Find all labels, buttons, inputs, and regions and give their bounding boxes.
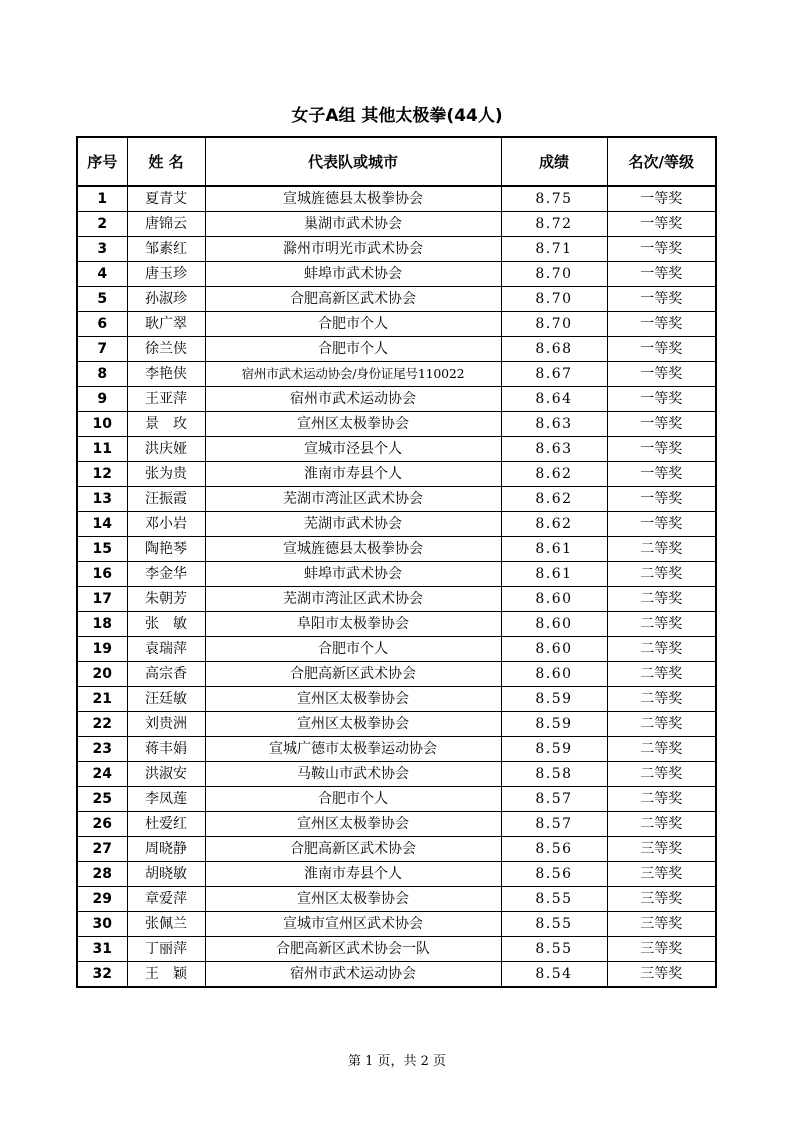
cell-score: 8.61 xyxy=(501,537,607,562)
cell-rank: 一等奖 xyxy=(607,437,716,462)
cell-name: 李艳侠 xyxy=(127,362,205,387)
cell-rank: 一等奖 xyxy=(607,337,716,362)
header-name: 姓 名 xyxy=(127,137,205,186)
cell-score: 8.70 xyxy=(501,312,607,337)
cell-score: 8.59 xyxy=(501,737,607,762)
cell-rank: 二等奖 xyxy=(607,687,716,712)
cell-team: 马鞍山市武术协会 xyxy=(205,762,501,787)
table-row xyxy=(77,937,716,962)
cell-score: 8.63 xyxy=(501,412,607,437)
cell-seq: 14 xyxy=(77,512,127,537)
cell-team: 芜湖市湾沚区武术协会 xyxy=(205,587,501,612)
cell-name: 夏青艾 xyxy=(127,186,205,212)
cell-seq: 1 xyxy=(77,186,127,212)
cell-rank: 二等奖 xyxy=(607,787,716,812)
cell-score: 8.63 xyxy=(501,437,607,462)
cell-seq: 22 xyxy=(77,712,127,737)
table-row xyxy=(77,687,716,712)
cell-team: 蚌埠市武术协会 xyxy=(205,262,501,287)
cell-seq: 31 xyxy=(77,937,127,962)
cell-score: 8.64 xyxy=(501,387,607,412)
cell-rank: 一等奖 xyxy=(607,287,716,312)
cell-name: 丁丽萍 xyxy=(127,937,205,962)
table-body xyxy=(77,186,716,987)
header-seq: 序号 xyxy=(77,137,127,186)
cell-seq: 32 xyxy=(77,962,127,988)
cell-score: 8.55 xyxy=(501,937,607,962)
cell-name: 耿广翠 xyxy=(127,312,205,337)
cell-team: 宿州市武术运动协会/身份证尾号110022 xyxy=(205,362,501,387)
table-row xyxy=(77,262,716,287)
table-row xyxy=(77,762,716,787)
cell-name: 周晓静 xyxy=(127,837,205,862)
cell-team: 宣城市宣州区武术协会 xyxy=(205,912,501,937)
cell-name: 唐玉珍 xyxy=(127,262,205,287)
cell-team: 合肥高新区武术协会 xyxy=(205,662,501,687)
cell-seq: 18 xyxy=(77,612,127,637)
cell-rank: 一等奖 xyxy=(607,487,716,512)
cell-team: 芜湖市武术协会 xyxy=(205,512,501,537)
cell-team: 合肥市个人 xyxy=(205,637,501,662)
cell-team: 合肥高新区武术协会 xyxy=(205,837,501,862)
table-row xyxy=(77,462,716,487)
cell-team: 宣州区太极拳协会 xyxy=(205,887,501,912)
cell-rank: 二等奖 xyxy=(607,712,716,737)
cell-seq: 10 xyxy=(77,412,127,437)
cell-team: 宣州区太极拳协会 xyxy=(205,687,501,712)
cell-score: 8.70 xyxy=(501,262,607,287)
cell-team: 合肥高新区武术协会 xyxy=(205,287,501,312)
table-row xyxy=(77,437,716,462)
cell-score: 8.60 xyxy=(501,587,607,612)
table-row xyxy=(77,787,716,812)
cell-seq: 28 xyxy=(77,862,127,887)
table-row xyxy=(77,812,716,837)
cell-seq: 19 xyxy=(77,637,127,662)
cell-team: 淮南市寿县个人 xyxy=(205,862,501,887)
cell-rank: 一等奖 xyxy=(607,237,716,262)
cell-score: 8.72 xyxy=(501,212,607,237)
cell-score: 8.54 xyxy=(501,962,607,988)
cell-rank: 一等奖 xyxy=(607,462,716,487)
cell-rank: 三等奖 xyxy=(607,837,716,862)
cell-rank: 三等奖 xyxy=(607,887,716,912)
cell-name: 朱朝芳 xyxy=(127,587,205,612)
cell-seq: 15 xyxy=(77,537,127,562)
cell-rank: 二等奖 xyxy=(607,637,716,662)
cell-rank: 一等奖 xyxy=(607,362,716,387)
cell-rank: 三等奖 xyxy=(607,937,716,962)
table-row xyxy=(77,337,716,362)
table-row xyxy=(77,312,716,337)
cell-team: 淮南市寿县个人 xyxy=(205,462,501,487)
cell-name: 李凤莲 xyxy=(127,787,205,812)
cell-name: 张为贵 xyxy=(127,462,205,487)
table-row xyxy=(77,962,716,988)
cell-score: 8.61 xyxy=(501,562,607,587)
cell-name: 王亚萍 xyxy=(127,387,205,412)
cell-seq: 21 xyxy=(77,687,127,712)
cell-team: 合肥市个人 xyxy=(205,312,501,337)
header-row xyxy=(77,137,716,186)
cell-rank: 一等奖 xyxy=(607,412,716,437)
cell-score: 8.59 xyxy=(501,687,607,712)
table-row xyxy=(77,562,716,587)
cell-name: 张 敏 xyxy=(127,612,205,637)
cell-seq: 29 xyxy=(77,887,127,912)
cell-seq: 24 xyxy=(77,762,127,787)
cell-name: 洪淑安 xyxy=(127,762,205,787)
cell-score: 8.60 xyxy=(501,637,607,662)
table-row xyxy=(77,537,716,562)
cell-seq: 23 xyxy=(77,737,127,762)
cell-seq: 17 xyxy=(77,587,127,612)
cell-seq: 20 xyxy=(77,662,127,687)
cell-name: 邹素红 xyxy=(127,237,205,262)
cell-score: 8.56 xyxy=(501,837,607,862)
header-rank: 名次/等级 xyxy=(607,137,716,186)
cell-rank: 一等奖 xyxy=(607,512,716,537)
cell-score: 8.70 xyxy=(501,287,607,312)
cell-name: 胡晓敏 xyxy=(127,862,205,887)
cell-name: 杜爱红 xyxy=(127,812,205,837)
cell-rank: 三等奖 xyxy=(607,962,716,988)
cell-team: 巢湖市武术协会 xyxy=(205,212,501,237)
cell-name: 汪振霞 xyxy=(127,487,205,512)
cell-seq: 13 xyxy=(77,487,127,512)
cell-team: 宣城广德市太极拳运动协会 xyxy=(205,737,501,762)
cell-rank: 二等奖 xyxy=(607,537,716,562)
table-row xyxy=(77,737,716,762)
cell-rank: 二等奖 xyxy=(607,662,716,687)
cell-score: 8.62 xyxy=(501,487,607,512)
cell-score: 8.60 xyxy=(501,662,607,687)
cell-team: 宿州市武术运动协会 xyxy=(205,387,501,412)
cell-seq: 4 xyxy=(77,262,127,287)
cell-rank: 一等奖 xyxy=(607,387,716,412)
header-team: 代表队或城市 xyxy=(205,137,501,186)
table-row xyxy=(77,837,716,862)
table-row xyxy=(77,662,716,687)
cell-rank: 二等奖 xyxy=(607,812,716,837)
cell-team: 合肥市个人 xyxy=(205,337,501,362)
results-table xyxy=(76,136,717,988)
cell-seq: 25 xyxy=(77,787,127,812)
table-row xyxy=(77,712,716,737)
cell-score: 8.71 xyxy=(501,237,607,262)
cell-team: 芜湖市湾沚区武术协会 xyxy=(205,487,501,512)
cell-name: 洪庆娅 xyxy=(127,437,205,462)
table-row xyxy=(77,362,716,387)
cell-score: 8.55 xyxy=(501,912,607,937)
table-row xyxy=(77,587,716,612)
header-score: 成绩 xyxy=(501,137,607,186)
cell-name: 王 颖 xyxy=(127,962,205,988)
table-row xyxy=(77,612,716,637)
cell-seq: 11 xyxy=(77,437,127,462)
table-row xyxy=(77,487,716,512)
cell-seq: 3 xyxy=(77,237,127,262)
page-title: 女子A组 其他太极拳(44人) xyxy=(291,106,503,126)
cell-score: 8.58 xyxy=(501,762,607,787)
cell-name: 孙淑珍 xyxy=(127,287,205,312)
cell-score: 8.75 xyxy=(501,186,607,212)
cell-score: 8.57 xyxy=(501,812,607,837)
cell-rank: 一等奖 xyxy=(607,262,716,287)
cell-rank: 三等奖 xyxy=(607,912,716,937)
cell-score: 8.59 xyxy=(501,712,607,737)
table-row xyxy=(77,186,716,212)
cell-seq: 6 xyxy=(77,312,127,337)
cell-team: 宿州市武术运动协会 xyxy=(205,962,501,988)
cell-seq: 30 xyxy=(77,912,127,937)
cell-score: 8.55 xyxy=(501,887,607,912)
cell-team: 阜阳市太极拳协会 xyxy=(205,612,501,637)
cell-score: 8.62 xyxy=(501,462,607,487)
cell-name: 张佩兰 xyxy=(127,912,205,937)
cell-rank: 二等奖 xyxy=(607,612,716,637)
cell-team: 宣州区太极拳协会 xyxy=(205,412,501,437)
cell-name: 章爱萍 xyxy=(127,887,205,912)
table-row xyxy=(77,912,716,937)
cell-rank: 一等奖 xyxy=(607,312,716,337)
table-row xyxy=(77,887,716,912)
cell-seq: 5 xyxy=(77,287,127,312)
cell-seq: 16 xyxy=(77,562,127,587)
cell-score: 8.60 xyxy=(501,612,607,637)
cell-seq: 27 xyxy=(77,837,127,862)
cell-score: 8.56 xyxy=(501,862,607,887)
cell-team: 宣城旌德县太极拳协会 xyxy=(205,186,501,212)
cell-score: 8.62 xyxy=(501,512,607,537)
cell-team: 宣州区太极拳协会 xyxy=(205,812,501,837)
cell-team: 宣城市泾县个人 xyxy=(205,437,501,462)
cell-seq: 7 xyxy=(77,337,127,362)
table-row xyxy=(77,387,716,412)
cell-team: 宣州区太极拳协会 xyxy=(205,712,501,737)
cell-name: 汪廷敏 xyxy=(127,687,205,712)
table-row xyxy=(77,512,716,537)
cell-name: 徐兰侠 xyxy=(127,337,205,362)
table-row xyxy=(77,862,716,887)
cell-name: 景 玫 xyxy=(127,412,205,437)
cell-name: 李金华 xyxy=(127,562,205,587)
cell-rank: 三等奖 xyxy=(607,862,716,887)
cell-score: 8.57 xyxy=(501,787,607,812)
cell-seq: 12 xyxy=(77,462,127,487)
cell-name: 唐锦云 xyxy=(127,212,205,237)
cell-rank: 一等奖 xyxy=(607,212,716,237)
cell-team: 合肥高新区武术协会一队 xyxy=(205,937,501,962)
cell-team: 合肥市个人 xyxy=(205,787,501,812)
cell-name: 蒋丰娟 xyxy=(127,737,205,762)
table-row xyxy=(77,212,716,237)
cell-name: 邓小岩 xyxy=(127,512,205,537)
cell-team: 宣城旌德县太极拳协会 xyxy=(205,537,501,562)
cell-rank: 二等奖 xyxy=(607,762,716,787)
cell-team: 蚌埠市武术协会 xyxy=(205,562,501,587)
cell-rank: 二等奖 xyxy=(607,587,716,612)
cell-score: 8.67 xyxy=(501,362,607,387)
cell-team: 滁州市明光市武术协会 xyxy=(205,237,501,262)
table-row xyxy=(77,237,716,262)
cell-score: 8.68 xyxy=(501,337,607,362)
table-row xyxy=(77,412,716,437)
cell-seq: 2 xyxy=(77,212,127,237)
cell-seq: 9 xyxy=(77,387,127,412)
cell-rank: 二等奖 xyxy=(607,737,716,762)
cell-seq: 26 xyxy=(77,812,127,837)
cell-rank: 一等奖 xyxy=(607,186,716,212)
cell-rank: 二等奖 xyxy=(607,562,716,587)
cell-name: 袁瑞萍 xyxy=(127,637,205,662)
page-footer: 第 1 页，共 2 页 xyxy=(347,1054,447,1069)
cell-name: 刘贵洲 xyxy=(127,712,205,737)
table-row xyxy=(77,287,716,312)
cell-name: 陶艳琴 xyxy=(127,537,205,562)
table-row xyxy=(77,637,716,662)
cell-seq: 8 xyxy=(77,362,127,387)
cell-name: 高宗香 xyxy=(127,662,205,687)
